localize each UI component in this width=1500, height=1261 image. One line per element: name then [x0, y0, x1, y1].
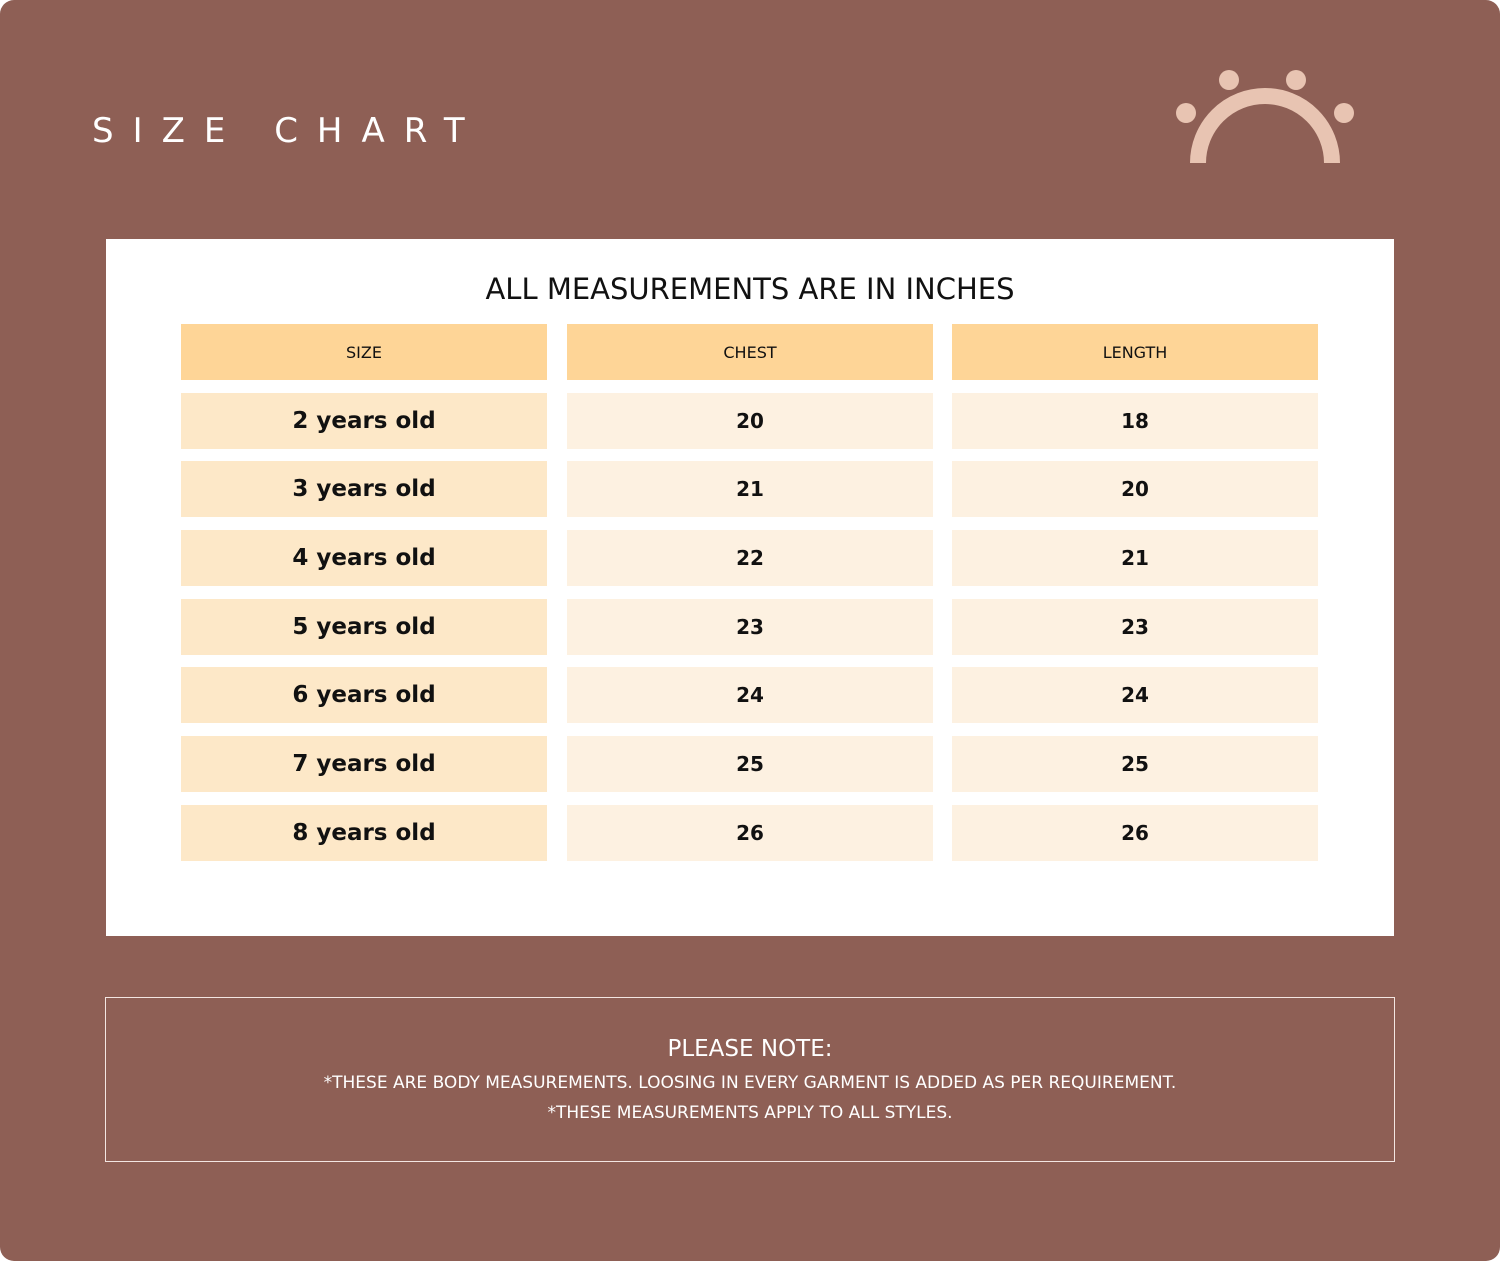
- header-size: SIZE: [181, 324, 547, 380]
- table-row-length: 20: [952, 461, 1318, 517]
- table-row-chest: 20: [567, 393, 933, 449]
- table-row-length: 23: [952, 599, 1318, 655]
- note-line: *THESE MEASUREMENTS APPLY TO ALL STYLES.: [547, 1103, 953, 1123]
- page-title: SIZE CHART: [92, 111, 484, 151]
- table-row-chest: 21: [567, 461, 933, 517]
- header-chest: CHEST: [567, 324, 933, 380]
- table-row-length: 18: [952, 393, 1318, 449]
- table-row-chest: 24: [567, 667, 933, 723]
- table-row-length: 26: [952, 805, 1318, 861]
- table-row-chest: 22: [567, 530, 933, 586]
- header-length: LENGTH: [952, 324, 1318, 380]
- table-row-size: 8 years old: [181, 805, 547, 861]
- note-heading: PLEASE NOTE:: [667, 1036, 833, 1062]
- table-row-length: 25: [952, 736, 1318, 792]
- table-row-chest: 26: [567, 805, 933, 861]
- table-row-length: 21: [952, 530, 1318, 586]
- table-row-size: 5 years old: [181, 599, 547, 655]
- table-title: ALL MEASUREMENTS ARE IN INCHES: [485, 272, 1015, 306]
- table-row-size: 7 years old: [181, 736, 547, 792]
- sun-arc-icon: [1168, 62, 1362, 172]
- note-line: *THESE ARE BODY MEASUREMENTS. LOOSING IN EVERY GARMENT IS ADDED AS PER REQUIREMENT.: [323, 1073, 1177, 1093]
- table-row-size: 2 years old: [181, 393, 547, 449]
- table-row-size: 3 years old: [181, 461, 547, 517]
- table-row-size: 6 years old: [181, 667, 547, 723]
- table-row-size: 4 years old: [181, 530, 547, 586]
- table-row-chest: 23: [567, 599, 933, 655]
- table-row-length: 24: [952, 667, 1318, 723]
- table-row-chest: 25: [567, 736, 933, 792]
